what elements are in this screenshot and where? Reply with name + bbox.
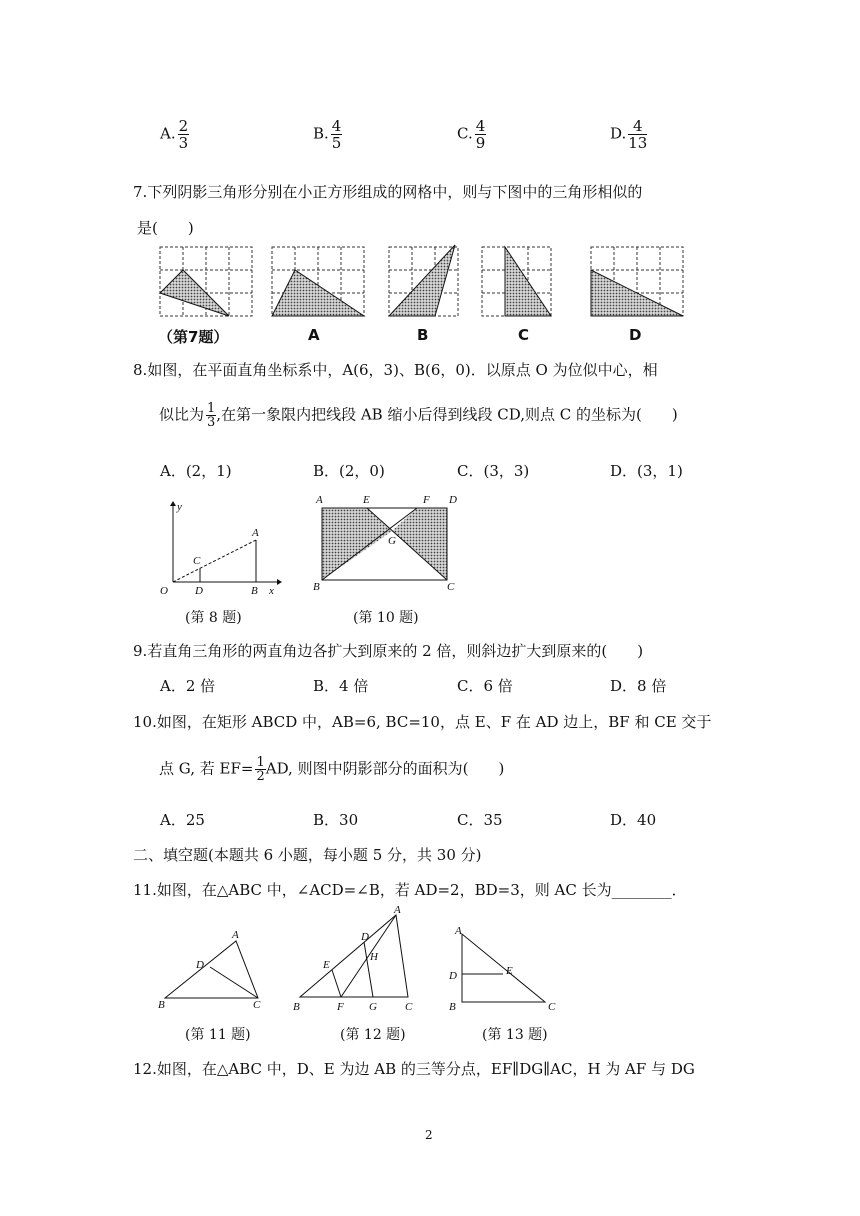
figure-12 <box>290 903 430 1013</box>
fig8-label-x: x <box>269 585 274 597</box>
q7-caption-reference: （第7题） <box>158 328 229 346</box>
fig13-label-d: D <box>449 970 457 982</box>
q10-number: 10. <box>133 713 157 731</box>
fig8-label-b: B <box>251 585 258 597</box>
fig10-label-b: B <box>313 581 320 593</box>
q7-grid-a <box>272 247 364 316</box>
q8-option-a: A．(2，1) <box>160 462 232 480</box>
fig10-label-g: G <box>388 535 396 547</box>
q7-text-line1: 下列阴影三角形分别在小正方形组成的网格中，则与下图中的三角形相似的 <box>147 183 643 201</box>
fig12-label-g: G <box>369 1001 377 1013</box>
q7-number: 7. <box>133 183 148 201</box>
q6-option-c: C. $\frac{4}{9}$ <box>457 117 486 152</box>
question-7 <box>133 180 642 240</box>
q7-triangle-d <box>591 270 683 316</box>
question-12 <box>133 1059 695 1079</box>
q7-grid-b <box>389 245 458 316</box>
q9-option-a: A．2 倍 <box>160 677 216 695</box>
q11-text: 如图，在△ABC 中，∠ACD=∠B，若 AD=2，BD=3，则 AC 长为________． <box>156 881 687 899</box>
figure-11 <box>155 928 275 1011</box>
fig13-label-b: B <box>449 1001 456 1013</box>
q9-option-c: C．6 倍 <box>457 677 513 695</box>
q7-triangle-b <box>389 245 455 316</box>
q7-caption-b: B <box>417 326 429 344</box>
q10-text-line1: 如图，在矩形 ABCD 中，AB=6, BC=10，点 E、F 在 AD 边上，BF 和 CE 交于 <box>156 713 712 731</box>
q7-text-line2: 是( ) <box>137 219 194 237</box>
fig10-caption: (第 10 题) <box>353 610 419 626</box>
page-number: 2 <box>425 1128 433 1142</box>
q7-caption-d: D <box>629 326 642 344</box>
fig12-label-d: D <box>361 931 369 943</box>
fig13-label-e: E <box>506 965 513 977</box>
q12-text: 如图，在△ABC 中，D、E 为边 AB 的三等分点，EF∥DG∥AC，H 为 AF 与 DG <box>156 1060 695 1078</box>
fig13-label-a: A <box>455 925 462 937</box>
q9-option-d: D．8 倍 <box>610 677 667 695</box>
q8-option-b: B．(2，0) <box>313 462 385 480</box>
figure-8 <box>155 498 285 598</box>
q11-number: 11. <box>133 881 157 899</box>
q7-grid-c <box>482 247 551 316</box>
q6-option-a: A. $\frac{2}{3}$ <box>160 117 189 152</box>
fig8-label-y: y <box>177 501 182 513</box>
fig12-label-h: H <box>370 951 378 963</box>
q7-figure <box>0 240 860 320</box>
q7-triangle-a <box>272 270 364 316</box>
fig8-caption: (第 8 题) <box>185 610 242 626</box>
figure-10 <box>310 494 470 594</box>
q10-option-d: D．40 <box>610 811 657 829</box>
q7-grid-d <box>591 247 683 316</box>
fig12-label-f: F <box>337 1001 344 1013</box>
figure-13 <box>445 920 565 1013</box>
fig8-label-o: O <box>160 585 168 597</box>
fig8-label-c: C <box>193 555 201 567</box>
question-11 <box>133 880 687 900</box>
fig12-label-e: E <box>323 959 330 971</box>
question-8 <box>133 358 658 382</box>
fig11-label-c: C <box>253 999 261 1011</box>
fig13-label-c: C <box>548 1001 556 1013</box>
q8-text-line2: 似比为 $\frac{1}{3}$ ,在第一象限内把线段 AB 缩小后得到线段 CD,则点 C 的坐标为( ) <box>159 401 678 430</box>
q9-option-b: B．4 倍 <box>313 677 369 695</box>
q10-option-b: B．30 <box>313 811 359 829</box>
q7-caption-a: A <box>308 326 320 344</box>
fig12-label-b: B <box>293 1001 300 1013</box>
q10-text-line2: 点 G, 若 EF= $\frac{1}{2}$ AD, 则图中阴影部分的面积为( ) <box>159 755 505 784</box>
section-2-heading: 二、填空题(本题共 6 小题，每小题 5 分，共 30 分) <box>133 846 482 864</box>
fig11-label-d: D <box>196 959 204 971</box>
q8-option-d: D．(3，1) <box>610 462 683 480</box>
fig11-label-b: B <box>158 999 165 1011</box>
q9-number: 9. <box>133 642 148 660</box>
q7-grid-reference <box>160 247 252 316</box>
fig13-caption: (第 13 题) <box>482 1027 548 1043</box>
question-9 <box>133 641 643 661</box>
question-10 <box>133 712 711 732</box>
fig11-label-a: A <box>232 929 239 941</box>
q7-caption-c: C <box>518 326 530 344</box>
fig8-label-a: A <box>252 527 259 539</box>
q9-text: 若直角三角形的两直角边各扩大到原来的 2 倍，则斜边扩大到原来的( ) <box>147 642 644 660</box>
q7-triangle-reference <box>160 270 229 316</box>
fig8-label-d: D <box>195 585 203 597</box>
fig12-label-a: A <box>394 904 401 916</box>
q6-option-b: B. $\frac{4}{5}$ <box>313 117 342 152</box>
fig11-caption: (第 11 题) <box>185 1027 251 1043</box>
q10-option-c: C．35 <box>457 811 503 829</box>
q12-number: 12. <box>133 1060 157 1078</box>
q10-option-a: A．25 <box>160 811 205 829</box>
fig10-label-a: A <box>316 494 323 506</box>
q8-option-c: C．(3，3) <box>457 462 530 480</box>
fig12-label-c: C <box>405 1001 413 1013</box>
q8-text-line1: 如图，在平面直角坐标系中，A(6，3)、B(6，0)．以原点 O 为位似中心，相 <box>147 361 658 379</box>
fig12-caption: (第 12 题) <box>340 1027 406 1043</box>
fig10-label-e: E <box>363 494 370 506</box>
fig10-label-c: C <box>447 581 455 593</box>
q8-number: 8. <box>133 361 148 379</box>
q6-option-d: D. $\frac{4}{13}$ <box>610 117 648 152</box>
fig10-label-f: F <box>423 494 430 506</box>
fig10-label-d: D <box>449 494 457 506</box>
